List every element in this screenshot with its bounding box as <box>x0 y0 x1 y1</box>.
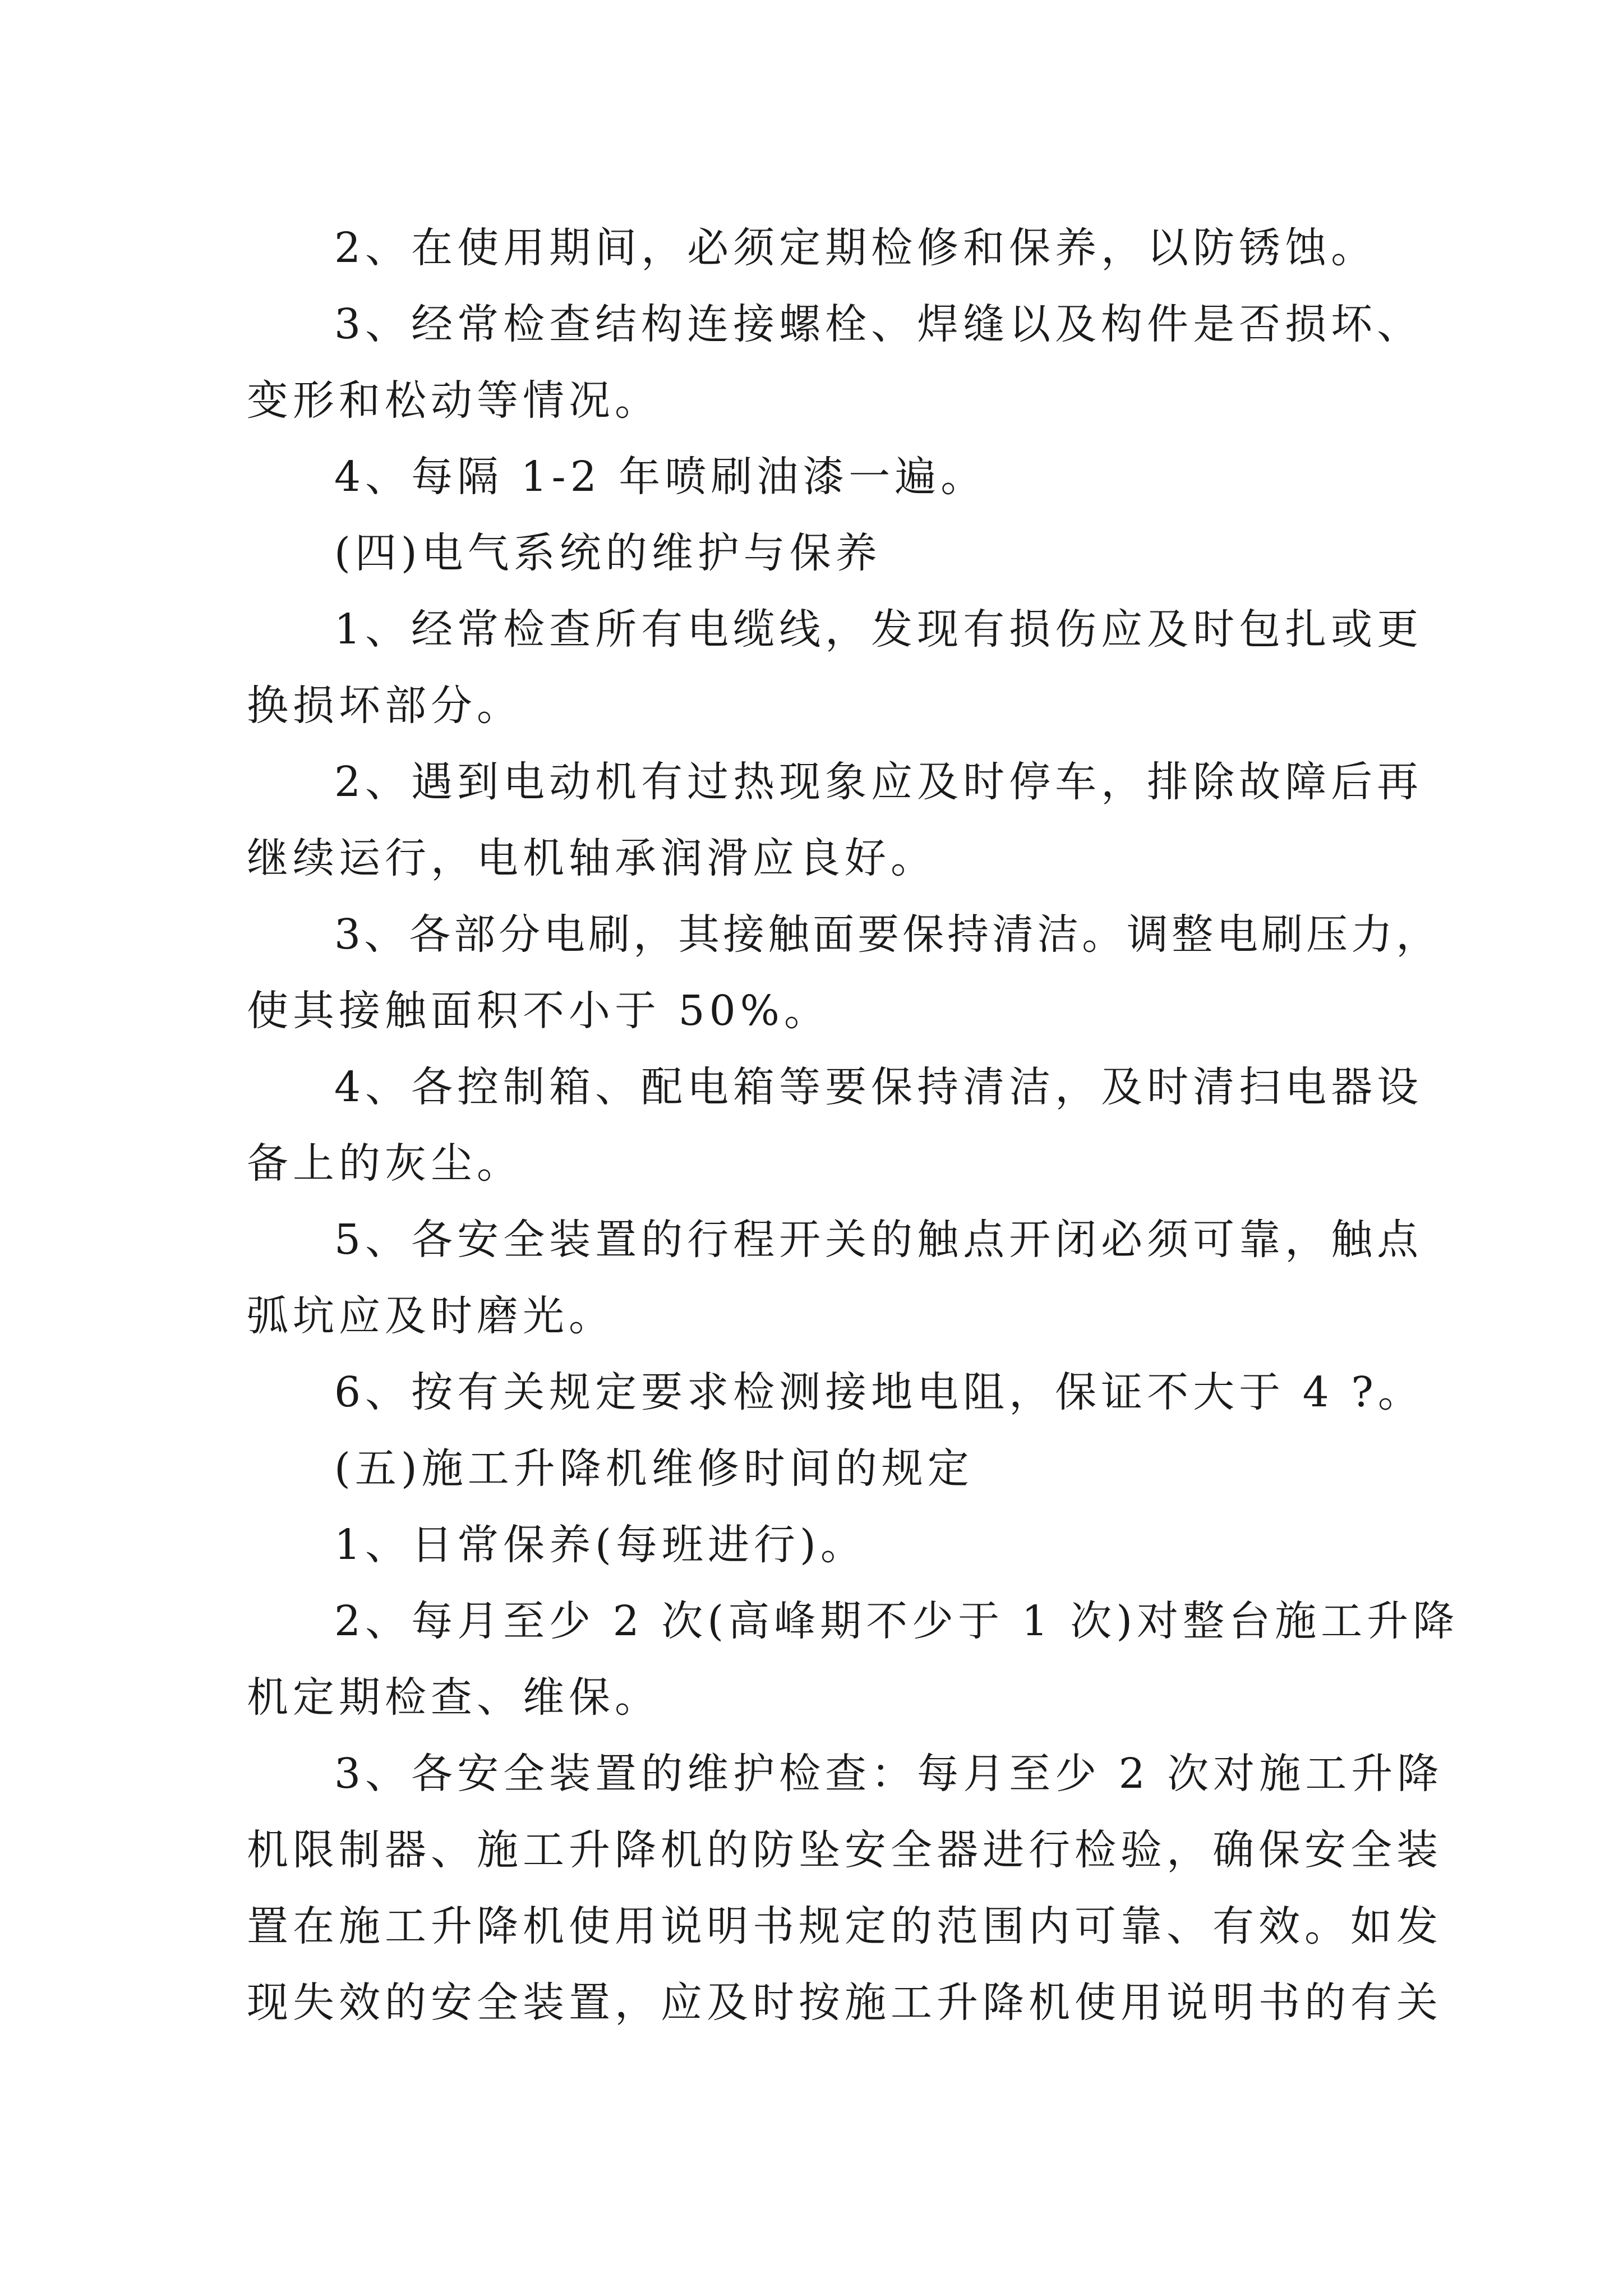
paragraph-line: 现失效的安全装置，应及时按施工升降机使用说明书的有关 <box>247 1978 1442 2027</box>
paragraph-line: 5、各安全装置的行程开关的触点开闭必须可靠，触点 <box>334 1216 1423 1264</box>
paragraph-line: 1、日常保养(每班进行)。 <box>334 1521 866 1569</box>
section-heading: (四)电气系统的维护与保养 <box>334 529 882 577</box>
paragraph-line: 2、每月至少 2 次(高峰期不少于 1 次)对整台施工升降 <box>334 1597 1459 1645</box>
paragraph-line: 4、每隔 1-2 年喷刷油漆一遍。 <box>334 453 987 501</box>
paragraph-line: 3、各部分电刷，其接触面要保持清洁。调整电刷压力， <box>334 910 1441 959</box>
paragraph-line: 2、在使用期间，必须定期检修和保养，以防锈蚀。 <box>334 224 1377 272</box>
paragraph-line: 机定期检查、维保。 <box>247 1673 661 1722</box>
paragraph-line: 1、经常检查所有电缆线，发现有损伤应及时包扎或更 <box>334 605 1423 654</box>
paragraph-line: 置在施工升降机使用说明书规定的范围内可靠、有效。如发 <box>247 1902 1442 1950</box>
paragraph-line: 2、遇到电动机有过热现象应及时停车，排除故障后再 <box>334 758 1423 806</box>
paragraph-line: 使其接触面积不小于 50%。 <box>247 987 830 1035</box>
section-heading: (五)施工升降机维修时间的规定 <box>334 1444 974 1493</box>
paragraph-line: 6、按有关规定要求检测接地电阻，保证不大于 4 ?。 <box>334 1368 1424 1416</box>
paragraph-line: 机限制器、施工升降机的防坠安全器进行检验，确保安全装 <box>247 1826 1442 1874</box>
paragraph-line: 备上的灰尘。 <box>247 1139 523 1188</box>
paragraph-line: 3、各安全装置的维护检查：每月至少 2 次对施工升降 <box>334 1750 1444 1798</box>
paragraph-line: 换损坏部分。 <box>247 682 523 730</box>
paragraph-line: 弧坑应及时磨光。 <box>247 1292 615 1340</box>
paragraph-line: 4、各控制箱、配电箱等要保持清洁，及时清扫电器设 <box>334 1063 1423 1111</box>
paragraph-line: 变形和松动等情况。 <box>247 376 661 425</box>
paragraph-line: 3、经常检查结构连接螺栓、焊缝以及构件是否损坏、 <box>334 300 1423 348</box>
paragraph-line: 继续运行，电机轴承润滑应良好。 <box>247 834 937 882</box>
